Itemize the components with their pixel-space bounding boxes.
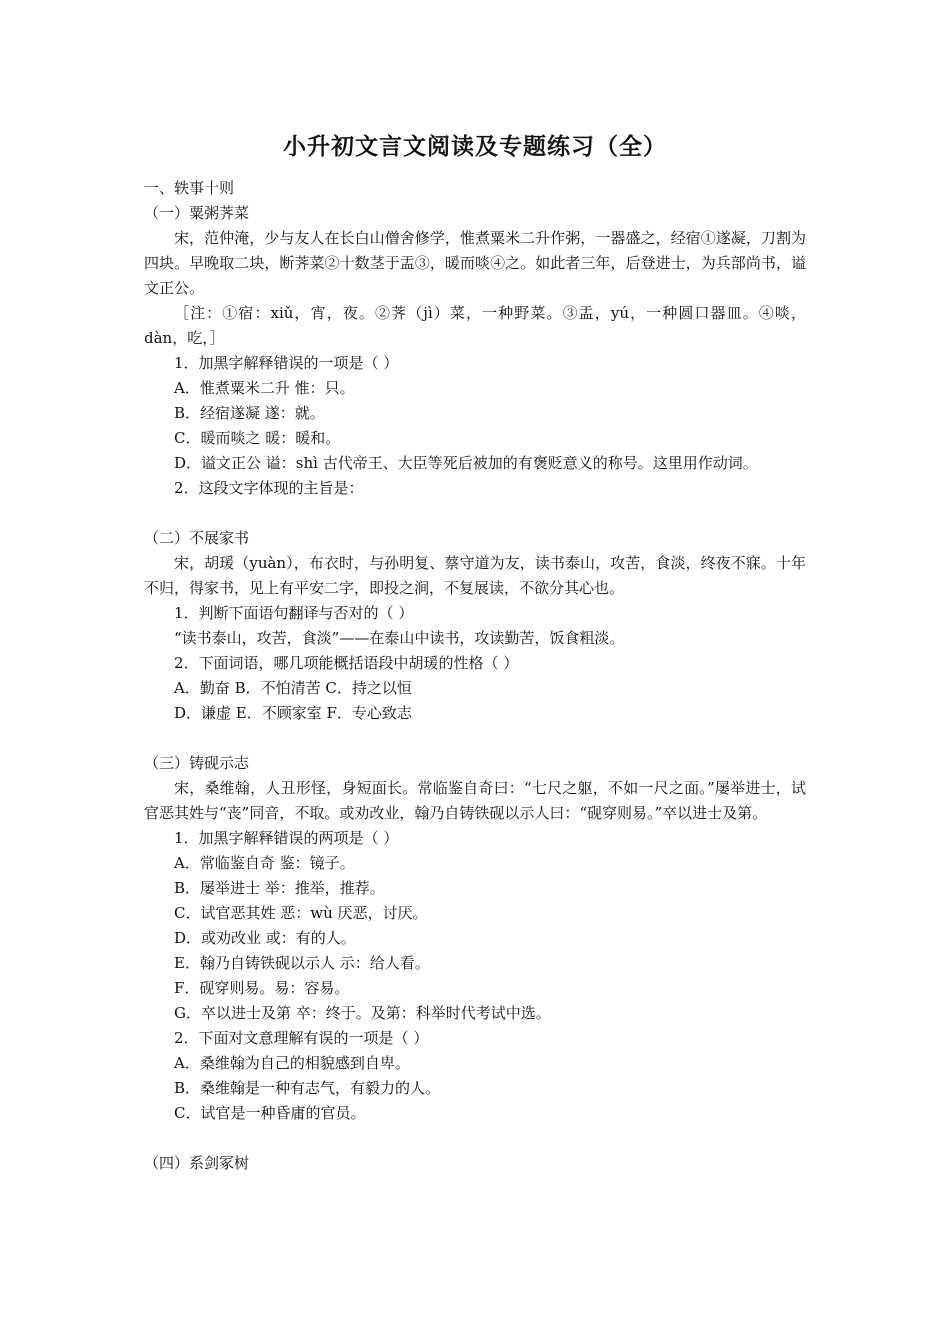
story-2-translation: “读书泰山，攻苦，食淡”——在泰山中读书，攻读勤苦，饭食粗淡。 (174, 629, 625, 647)
story-3-option-e: E．翰乃自铸铁砚以示人 示：给人看。 (174, 954, 430, 972)
blank-line (144, 501, 806, 526)
story-1-question-1: 1．加黑字解释错误的一项是（ ） (174, 354, 399, 372)
document-page (144, 130, 806, 1176)
story-3-question-1: 1．加黑字解释错误的两项是（ ） (174, 829, 399, 847)
story-3-option-a: A．常临鉴自奇 鉴：镜子。 (174, 854, 355, 872)
blank-line (144, 1126, 806, 1151)
story-1-option-b: B．经宿遂凝 遂：就。 (174, 404, 325, 422)
story-4-heading: （四）系剑冢树 (144, 1154, 250, 1172)
story-3-option-c: C．试官恶其姓 恶：wù 厌恶，讨厌。 (174, 904, 428, 922)
blank-line (144, 726, 806, 751)
story-1-heading: （一）粟粥荠菜 (144, 204, 250, 222)
story-1-text: 宋，范仲淹，少与友人在长白山僧舍修学，惟煮粟米二升作粥，一器盛之，经宿①遂凝，刀割为四块。早晚取二块，断荠菜②十数茎于盂③，暖而啖④之。如此者三年，后登进士，为兵部尚书，谥文正公。 (144, 229, 806, 297)
story-3-q2-option-c: C．试官是一种昏庸的官员。 (174, 1104, 366, 1122)
story-3-heading: （三）铸砚示志 (144, 754, 250, 772)
story-2-heading: （二）不展家书 (144, 529, 250, 547)
page-title: 小升初文言文阅读及专题练习（全） (283, 133, 667, 160)
story-1-note: ［注：①宿：xiǔ，宵，夜。②荠（jì）菜，一种野菜。③盂，yú，一种圆口器皿。④啖，dàn，吃，］ (144, 304, 806, 347)
story-2-text: 宋，胡瑗（yuàn），布衣时，与孙明复、蔡守道为友，读书泰山，攻苦，食淡，终夜不寐。十年不归，得家书，见上有平安二字，即投之涧，不复展读，不欲分其心也。 (144, 554, 806, 597)
story-3-option-d: D．或劝改业 或：有的人。 (174, 929, 356, 947)
story-3-option-g: G．卒以进士及第 卒：终于。及第：科举时代考试中选。 (174, 1004, 551, 1022)
story-1-option-a: A．惟煮粟米二升 惟：只。 (174, 379, 355, 397)
story-1-option-d: D．谥文正公 谥：shì 古代帝王、大臣等死后被加的有褒贬意义的称号。这里用作动词。 (174, 454, 758, 472)
story-3-option-b: B．屡举进士 举：推举，推荐。 (174, 879, 385, 897)
story-2-question-2: 2．下面词语，哪几项能概括语段中胡瑗的性格（ ） (174, 654, 519, 672)
story-2-question-1: 1．判断下面语句翻译与否对的（ ） (174, 604, 414, 622)
story-3-q2-option-b: B．桑维翰是一种有志气，有毅力的人。 (174, 1079, 441, 1097)
story-1-option-c: C．暖而啖之 暖：暖和。 (174, 429, 341, 447)
story-2-options-row-2: D．谦虚 E．不顾家室 F．专心致志 (174, 704, 412, 722)
story-1-question-2: 2．这段文字体现的主旨是： (174, 479, 364, 497)
story-3-text: 宋，桑维翰，人丑形怪，身短面长。常临鉴自奇曰：“七尺之躯，不如一尺之面。”屡举进士，试官恶其姓与“丧”同音，不取。或劝改业，翰乃自铸铁砚以示人曰：“砚穿则易。”卒以进士及第。 (144, 779, 806, 822)
section-heading: 一、轶事十则 (144, 179, 235, 197)
story-3-question-2: 2．下面对文意理解有误的一项是（ ） (174, 1029, 429, 1047)
story-3-option-f: F．砚穿则易。易：容易。 (174, 979, 350, 997)
story-2-options-row-1: A．勤奋 B．不怕清苦 C．持之以恒 (174, 679, 412, 697)
story-3-q2-option-a: A．桑维翰为自己的相貌感到自卑。 (174, 1054, 410, 1072)
